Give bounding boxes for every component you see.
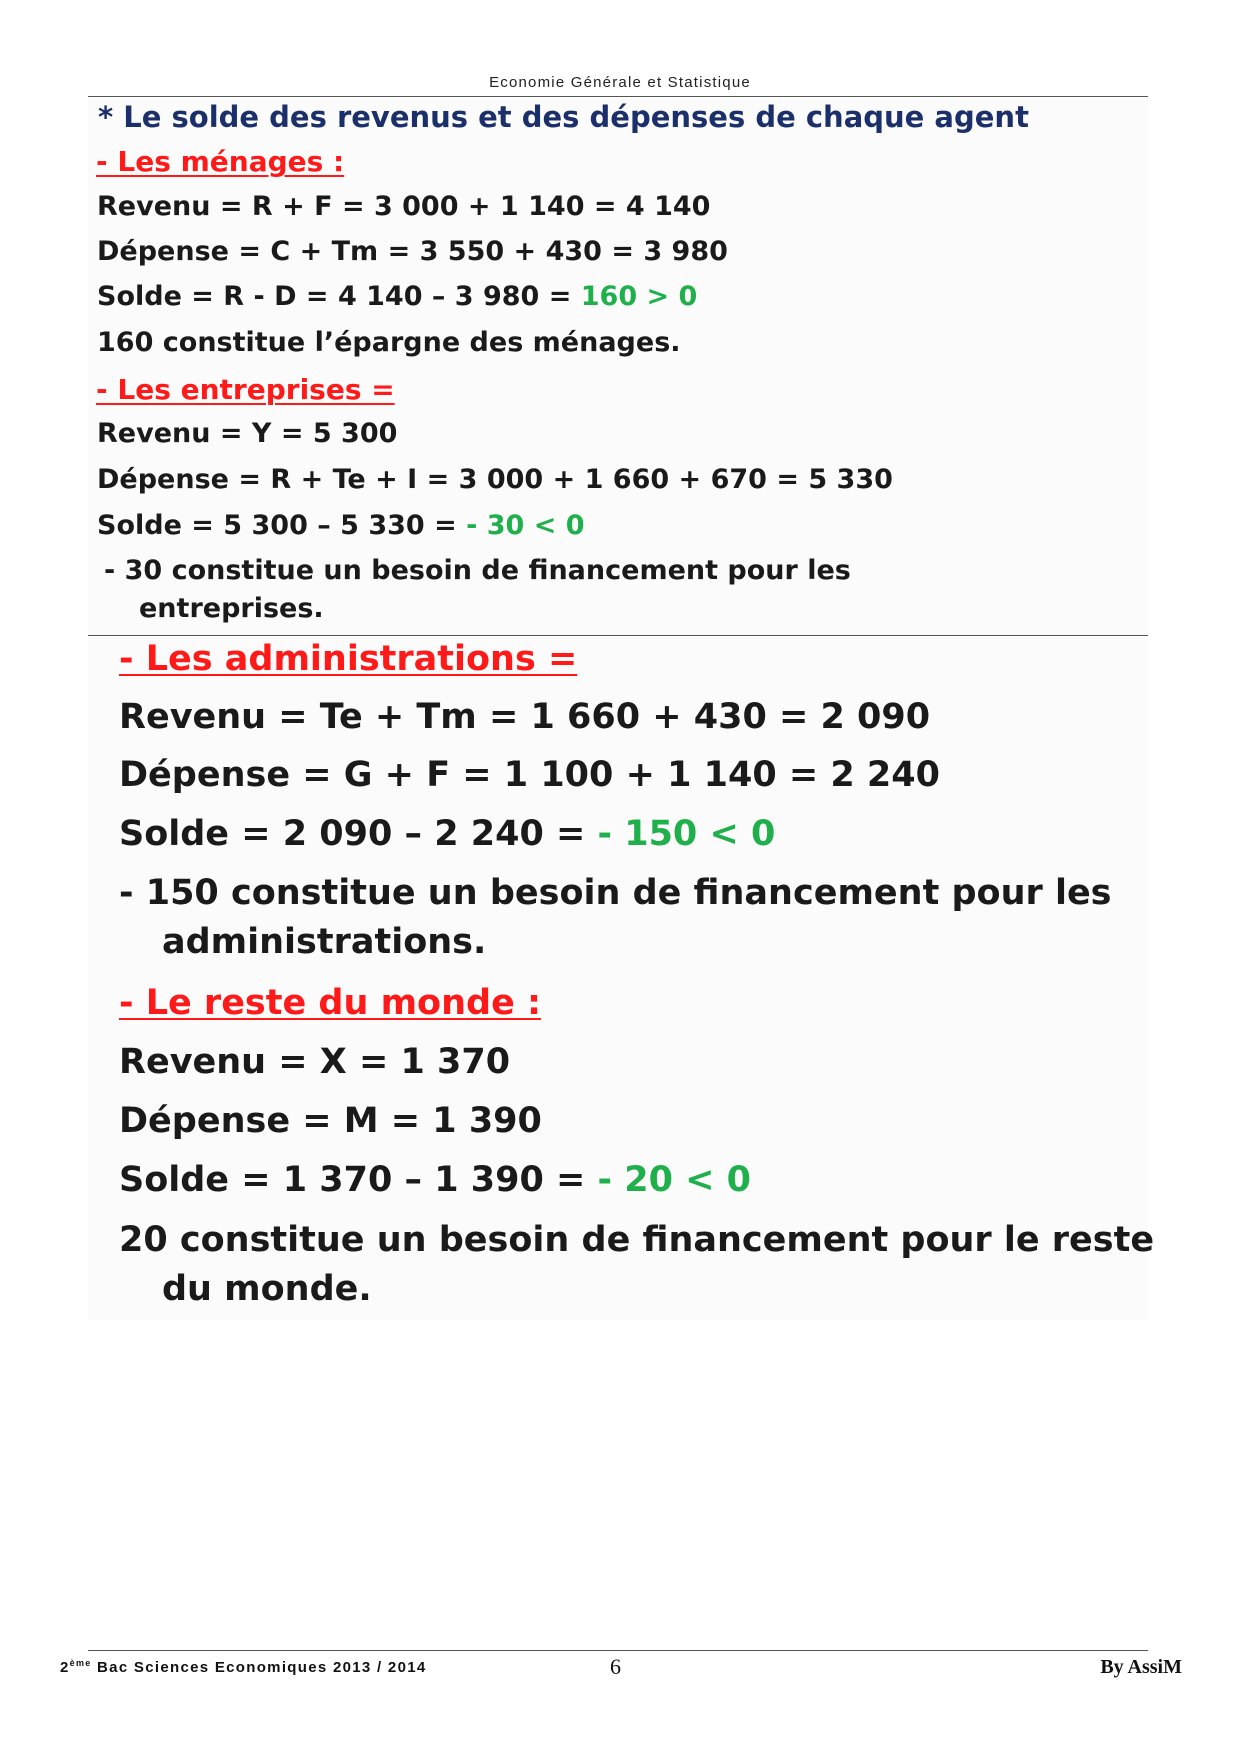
reste-du-monde-heading: - Le reste du monde : — [119, 983, 541, 1023]
footer-author: By AssiM — [1100, 1656, 1182, 1678]
reste-du-monde-conclusion-line1: 20 constitue un besoin de financement pour le reste — [119, 1220, 1155, 1260]
reste-du-monde-solde — [119, 1160, 751, 1200]
panel-divider — [88, 635, 1148, 636]
administrations-solde-result: - 150 < 0 — [597, 814, 776, 854]
menages-solde-label: Solde = R - D = 4 140 – 3 980 = — [97, 281, 581, 312]
menages-heading: - Les ménages : — [96, 145, 345, 178]
header-rule — [88, 96, 1148, 97]
menages-revenu: Revenu = R + F = 3 000 + 1 140 = 4 140 — [97, 191, 711, 222]
entreprises-depense: Dépense = R + Te + I = 3 000 + 1 660 + 670 = 5 330 — [97, 464, 893, 495]
menages-depense: Dépense = C + Tm = 3 550 + 430 = 3 980 — [97, 236, 728, 267]
administrations-conclusion-line2: administrations. — [162, 922, 487, 962]
footer-level-number: 2 — [60, 1659, 70, 1676]
administrations-solde-label: Solde = 2 090 – 2 240 = — [119, 814, 598, 854]
footer-rule — [88, 1650, 1148, 1651]
entreprises-conclusion-line2: entreprises. — [139, 593, 324, 624]
footer-course-text: Bac Sciences Economiques 2013 / 2014 — [91, 1659, 427, 1676]
administrations-depense: Dépense = G + F = 1 100 + 1 140 = 2 240 — [119, 755, 940, 795]
administrations-conclusion-line1: - 150 constitue un besoin de financement pour les — [119, 873, 1112, 913]
reste-du-monde-depense: Dépense = M = 1 390 — [119, 1101, 542, 1141]
document-header-title: Economie Générale et Statistique — [489, 74, 751, 91]
menages-solde-result: 160 > 0 — [580, 281, 698, 312]
footer-level-sup: ème — [69, 1658, 92, 1668]
entreprises-solde — [97, 510, 585, 541]
section-title: * Le solde des revenus et des dépenses de chaque agent — [98, 100, 1029, 134]
administrations-revenu: Revenu = Te + Tm = 1 660 + 430 = 2 090 — [119, 697, 931, 737]
reste-du-monde-conclusion-line2: du monde. — [162, 1269, 372, 1309]
entreprises-conclusion-line1: - 30 constitue un besoin de financement pour les — [104, 555, 851, 586]
menages-solde — [97, 281, 697, 312]
page-number: 6 — [610, 1654, 621, 1679]
reste-du-monde-revenu: Revenu = X = 1 370 — [119, 1042, 511, 1082]
entreprises-revenu: Revenu = Y = 5 300 — [97, 418, 398, 449]
solde-panel-bottom — [88, 637, 1155, 1320]
reste-du-monde-solde-label: Solde = 1 370 – 1 390 = — [119, 1160, 598, 1200]
entreprises-solde-result: - 30 < 0 — [466, 510, 585, 541]
menages-conclusion: 160 constitue l’épargne des ménages. — [97, 327, 681, 358]
administrations-heading: - Les administrations = — [119, 639, 578, 679]
solde-panel-top — [88, 98, 1148, 635]
entreprises-solde-label: Solde = 5 300 – 5 330 = — [97, 510, 467, 541]
footer-course — [60, 1658, 427, 1676]
administrations-solde — [119, 814, 775, 854]
reste-du-monde-solde-result: - 20 < 0 — [597, 1160, 751, 1200]
entreprises-heading: - Les entreprises = — [96, 373, 395, 406]
